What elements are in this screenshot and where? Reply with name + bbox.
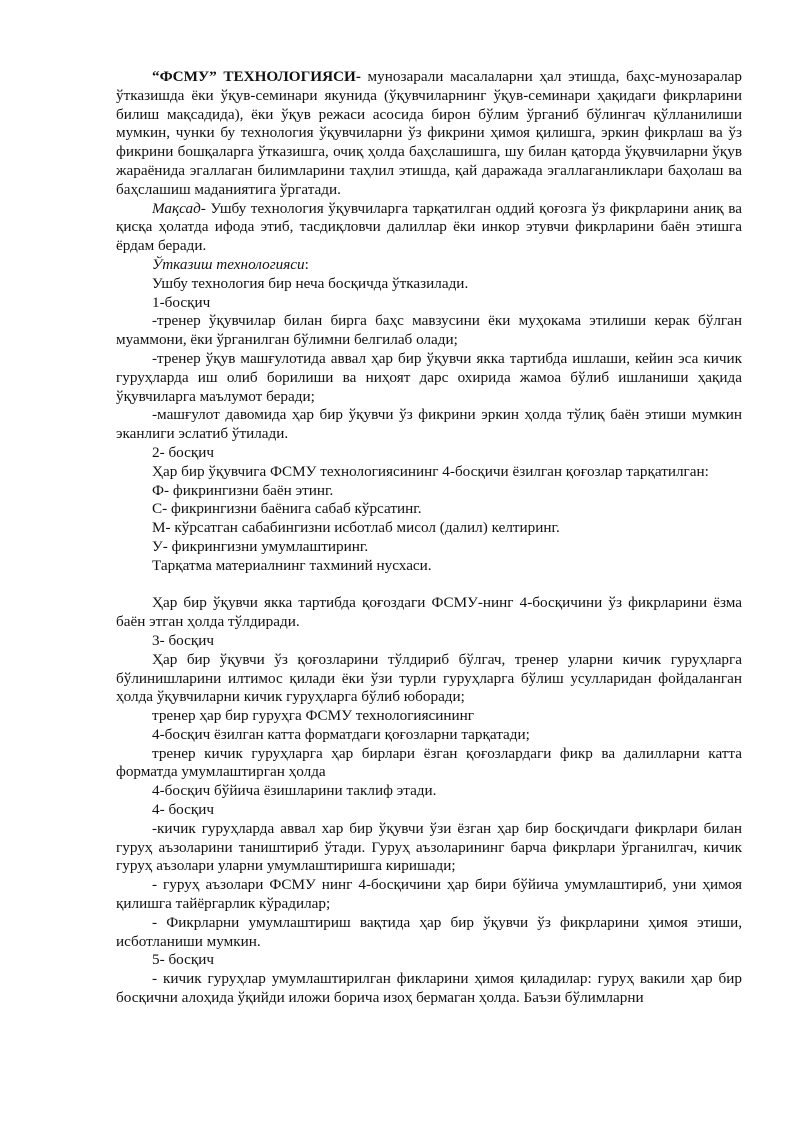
stage4-title: 4- босқич: [152, 801, 215, 819]
stage4-item-3: - Фикрларни умумлаштириш вақтида ҳар бир ўқувчи ўз фикрларини ҳимоя этиши, исботланиши мумкин.: [116, 913, 742, 950]
stage3-item-3: 4-босқич ёзилган катта форматдаги қоғозларни тарқатади;: [152, 725, 530, 743]
method-heading: Ўтказиш технологияси:: [152, 255, 309, 273]
stage1-item-1: -тренер ўқувчилар билан бирга баҳс мавзусини ёки муҳокама этилиши керак бўлган муаммони, ёки ўрганилган бўлимни белгилаб олади;: [116, 312, 742, 349]
intro-text: мунозарали масалаларни ҳал этишда, баҳс-мунозаралар ўтказишда ёки ўқув-семинари якунида (ўқувчиларнинг ўқув-семинари ҳақидаги фикрларини билиш мақсадида), ёки ўқув режаси асосида бирон бўлим ўрганиб бўлингач қўлланилиши мумкин, чунки бу технология ўқувчиларни ўз фикрини ҳимоя қилишга, эркин фикрлаш ва ўз фикрини бошқаларга ўтказишга, очиқ ҳолда баҳслашишга, шу билан қаторда ўқувчиларни ўқув жараёнида эгаллаган билимларини таҳлил этишда, қай даражада эгаллаганликлари баҳолаш ва баҳслашиш маданиятига ўргатади.: [116, 68, 742, 198]
stage1-item-3: -машғулот давомида ҳар бир ўқувчи ўз фикрини эркин ҳолда тўлиқ баён этиши мумкин эканлиги эслатиб ўтилади.: [116, 406, 742, 443]
technology-title: “ФСМУ” ТЕХНОЛОГИЯСИ-: [152, 68, 361, 85]
stage1-title: 1-босқич: [152, 293, 211, 311]
goal-text: - Ушбу технология ўқувчиларга тарқатилган оддий қоғозга ўз фикрларини аниқ ва қисқа ҳолатда ифода этиб, тасдиқловчи далиллар ёки инкор этувчи фикрларини баён этишга ёрдам беради.: [116, 199, 742, 255]
stage2-item-2: Ҳар бир ўқувчи якка тартибда қоғоздаги ФСМУ-нинг 4-босқичини ўз фикрларини ёзма баён этган ҳолда тўлдиради.: [116, 594, 742, 631]
stage5-title: 5- босқич: [152, 951, 215, 969]
stage1-item-2: -тренер ўқув машғулотида аввал ҳар бир ўқувчи якка тартибда ишлаши, кейин эса кичик гуруҳларда иш олиб борилиши ва ниҳоят дарс охирида жамоа бўлиб ишланиши ҳақида ўқувчиларга маълумот беради;: [116, 349, 742, 405]
stages-intro: Ушбу технология бир неча босқичда ўтказилади.: [152, 274, 469, 292]
goal-label: Мақсад: [152, 199, 201, 217]
stage2-f: Ф- фикрингизни баён этинг.: [152, 481, 334, 499]
stage2-m: М- кўрсатган сабабингизни исботлаб мисол (далил) келтиринг.: [152, 519, 560, 537]
stage4-item-1: -кичик гуруҳларда аввал хар бир ўқувчи ўзи ёзган ҳар бир босқичдаги фикрлари билан гуруҳ аъзоларини таништириб ўтади. Гуруҳ аъзоларининг барча фикрлари ўрганилгач, кичик гуруҳ аъзолари уларни умумлаштиришга киришади;: [116, 819, 742, 875]
blank-line: [116, 576, 742, 595]
stage3-item-2: тренер ҳар бир гуруҳга ФСМУ технологиясининг: [152, 707, 475, 725]
stage3-title: 3- босқич: [152, 631, 215, 649]
stage2-title: 2- босқич: [152, 443, 215, 461]
goal-paragraph: [116, 200, 742, 256]
stage3-item-5: 4-босқич бўйича ёзишларини таклиф этади.: [152, 782, 437, 800]
stage3-item-4: тренер кичик гуруҳларга ҳар бирлари ёзган қоғозлардаги фикр ва далилларни катта форматда умумлаштирган ҳолда: [116, 744, 742, 781]
stage2-s: С- фикрингизни баёнига сабаб кўрсатинг.: [152, 500, 422, 518]
intro-paragraph: [116, 68, 742, 200]
stage2-item-1: Ҳар бир ўқувчига ФСМУ технологиясининг 4-босқичи ёзилган қоғозлар тарқатилган:: [152, 462, 709, 480]
stage2-u: У- фикрингизни умумлаштиринг.: [152, 537, 369, 555]
method-label: Ўтказиш технологияси: [152, 255, 305, 273]
stage3-item-1: Ҳар бир ўқувчи ўз қоғозларини тўлдириб бўлгач, тренер уларни кичик гуруҳларга бўлинишларини илтимос қилади ёки ўзи турли гуруҳларга бўлиш усулларидан фойдаланган ҳолда ўқувчиларни кичик гуруҳларга бўлиб юборади;: [116, 650, 742, 706]
stage4-item-2: - гуруҳ аъзолари ФСМУ нинг 4-босқичини ҳар бири бўйича умумлаштириб, уни ҳимоя қилишга тайёргарлик кўрадилар;: [116, 876, 742, 913]
stage2-sample: Тарқатма материалнинг тахминий нусхаси.: [152, 556, 432, 574]
stage5-item-1: - кичик гуруҳлар умумлаштирилган фикларини ҳимоя қиладилар: гуруҳ вакили ҳар бир босқични алоҳида ўқийди иложи борича изоҳ бермаган ҳолда. Баъзи бўлимларни: [116, 970, 742, 1007]
